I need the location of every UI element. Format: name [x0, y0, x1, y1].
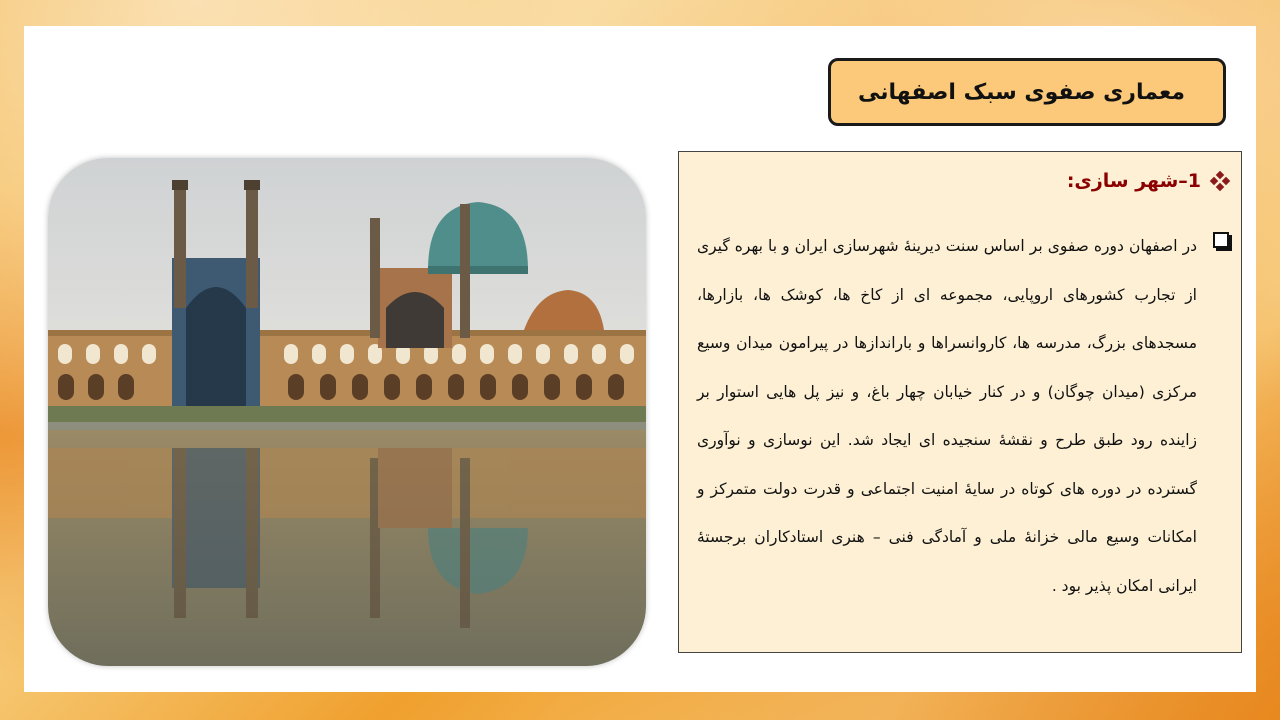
- mosque-photo: [48, 158, 646, 666]
- slide-title: معماری صفوی سبک اصفهانی: [858, 79, 1185, 105]
- section-heading-row: [1067, 170, 1229, 192]
- section-heading: 1–شهر سازی:: [1066, 170, 1201, 192]
- text-panel: [678, 151, 1242, 653]
- body-paragraph: در اصفهان دوره صفوی بر اساس سنت دیرینۀ شهرسازی ایران و با بهره گیری از تجارب کشورهای اروپایی، مجموعه ای از کاخ ها، کوشک ها، بازارها، مسجدهای بزرگ، مدرسه ها، کاروانسراها و باراندازها در پیرامون میدان وسیع مرکزی (میدان چوگان) و در کنار خیابان چهار باغ، و نیز پل هایی استوار بر زاینده رود طبق طرح و نقشۀ سنجیده ای ایجاد شد. این نوسازی و نوآوری گسترده در دوره های کوتاه در سایۀ امنیت اجتماعی و قدرت دولت متمرکز و امکانات وسیع مالی خزانۀ ملی و آمادگی فنی – هنری استادکاران برجستۀ ایرانی امکان پذیر بود .: [697, 237, 1197, 595]
- checkbox-bullet-icon: [1213, 232, 1229, 248]
- title-box: [828, 58, 1226, 126]
- diamond-bullet-icon: [1211, 172, 1229, 190]
